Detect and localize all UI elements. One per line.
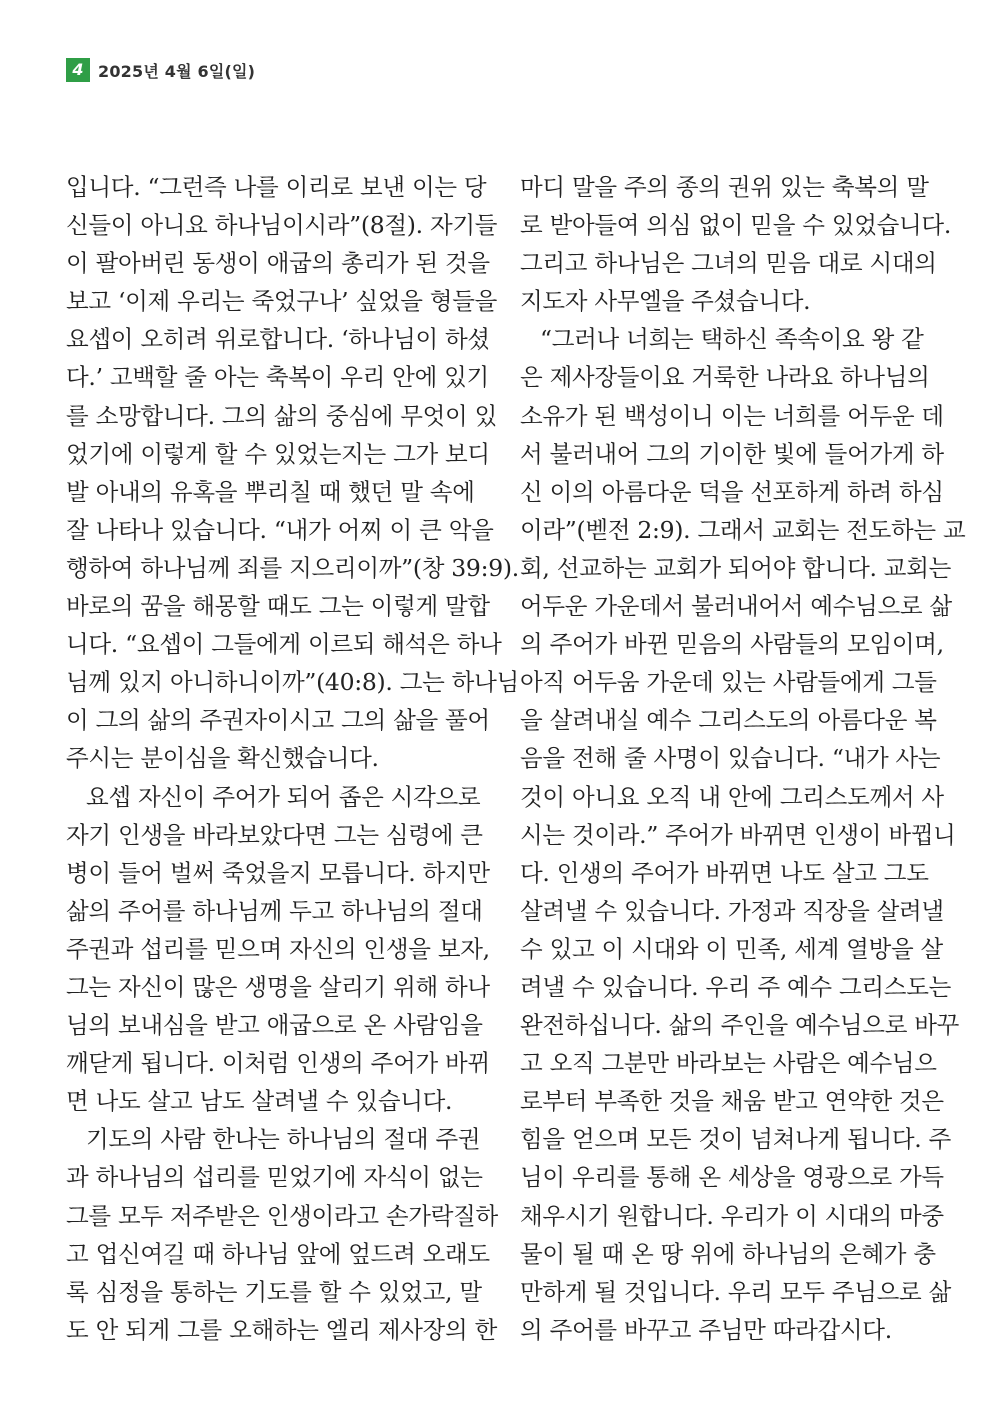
publication-date: 2025년 4월 6일(일)	[98, 61, 256, 81]
text-line: “그러나 너희는 택하신 족속이요 왕 같	[540, 325, 924, 354]
text-line: 었기에 이렇게 할 수 있었는지는 그가 보디	[66, 439, 490, 468]
text-line: 그는 자신이 많은 생명을 살리기 위해 하나	[66, 972, 490, 1001]
text-line: 음을 전해 줄 사명이 있습니다. “내가 사는	[520, 744, 941, 773]
text-line: 이라”(벧전 2:9). 그래서 교회는 전도하는 교	[520, 515, 966, 544]
text-line: 살려낼 수 있습니다. 가정과 직장을 살려낼	[520, 896, 944, 925]
text-line: 고 업신여길 때 하나님 앞에 엎드려 오래도	[66, 1239, 490, 1268]
text-line: 지도자 사무엘을 주셨습니다.	[520, 287, 811, 316]
text-line: 로 받아들여 의심 없이 믿을 수 있었습니다.	[520, 211, 952, 240]
text-line: 면 나도 살고 남도 살려낼 수 있습니다.	[66, 1087, 453, 1116]
text-line: 요셉이 오히려 위로합니다. ‘하나님이 하셨	[66, 325, 490, 354]
text-line: 어두운 가운데서 불러내어서 예수님으로 삶	[520, 592, 952, 621]
text-line: 로부터 부족한 것을 채움 받고 연약한 것은	[520, 1087, 944, 1116]
text-line: 깨닫게 됩니다. 이처럼 인생의 주어가 바뀌	[66, 1049, 490, 1078]
text-line: 그를 모두 저주받은 인생이라고 손가락질하	[66, 1201, 498, 1230]
text-line: 수 있고 이 시대와 이 민족, 세계 열방을 살	[520, 934, 943, 963]
text-line: 완전하십니다. 삶의 주인을 예수님으로 바꾸	[520, 1011, 960, 1040]
text-line: 과 하나님의 섭리를 믿었기에 자식이 없는	[66, 1163, 483, 1192]
text-line: 니다. “요셉이 그들에게 이르되 해석은 하나	[66, 630, 502, 659]
text-line: 삶의 주어를 하나님께 두고 하나님의 절대	[66, 896, 483, 925]
text-line: 다.’ 고백할 줄 아는 축복이 우리 안에 있기	[66, 363, 489, 392]
text-line: 를 소망합니다. 그의 삶의 중심에 무엇이 있	[66, 401, 498, 430]
text-line: 행하여 하나님께 죄를 지으리이까”(창 39:9).	[66, 553, 519, 582]
text-line: 소유가 된 백성이니 이는 너희를 어두운 데	[520, 401, 944, 430]
text-line: 다. 인생의 주어가 바뀌면 나도 살고 그도	[520, 858, 929, 887]
text-line: 시는 것이라.” 주어가 바뀌면 인생이 바뀝니	[520, 820, 956, 849]
text-line: 님께 있지 아니하니이까”(40:8). 그는 하나님	[66, 668, 519, 697]
text-line: 은 제사장들이요 거룩한 나라요 하나님의	[520, 363, 930, 392]
text-line: 보고 ‘이제 우리는 죽었구나’ 싶었을 형들을	[66, 287, 498, 316]
text-line: 의 주어를 바꾸고 주님만 따라갑시다.	[520, 1315, 892, 1344]
text-line: 기도의 사람 한나는 하나님의 절대 주권	[86, 1125, 481, 1154]
text-line: 만하게 될 것입니다. 우리 모두 주님으로 삶	[520, 1277, 952, 1306]
text-line: 발 아내의 유혹을 뿌리칠 때 했던 말 속에	[66, 477, 475, 506]
text-line: 려낼 수 있습니다. 우리 주 예수 그리스도는	[520, 972, 952, 1001]
text-line: 아직 어두움 가운데 있는 사람들에게 그들	[520, 668, 937, 697]
text-line: 채우시기 원합니다. 우리가 이 시대의 마중	[520, 1201, 944, 1230]
text-line: 물이 될 때 온 땅 위에 하나님의 은혜가 충	[520, 1239, 936, 1268]
text-line: 자기 인생을 바라보았다면 그는 심령에 큰	[66, 820, 483, 849]
text-line: 병이 들어 벌써 죽었을지 모릅니다. 하지만	[66, 858, 490, 887]
text-line: 것이 아니요 오직 내 안에 그리스도께서 사	[520, 782, 944, 811]
page-number-badge: 4	[66, 58, 90, 82]
text-line: 도 안 되게 그를 오해하는 엘리 제사장의 한	[66, 1315, 498, 1344]
text-line: 주시는 분이심을 확신했습니다.	[66, 744, 379, 773]
text-line: 잘 나타나 있습니다. “내가 어찌 이 큰 악을	[66, 515, 494, 544]
text-line: 바로의 꿈을 해몽할 때도 그는 이렇게 말합	[66, 592, 490, 621]
text-line: 이 그의 삶의 주권자이시고 그의 삶을 풀어	[66, 706, 490, 735]
text-line: 님이 우리를 통해 온 세상을 영광으로 가득	[520, 1163, 944, 1192]
text-line: 힘을 얻으며 모든 것이 넘쳐나게 됩니다. 주	[520, 1125, 952, 1154]
text-line: 입니다. “그런즉 나를 이리로 보낸 이는 당	[66, 173, 487, 201]
left-text-column	[66, 168, 519, 1349]
text-line: 고 오직 그분만 바라보는 사람은 예수님으	[520, 1049, 937, 1078]
text-line: 님의 보내심을 받고 애굽으로 온 사람임을	[66, 1011, 483, 1040]
text-line: 그리고 하나님은 그녀의 믿음 대로 시대의	[520, 249, 937, 278]
text-line: 록 심정을 통하는 기도를 할 수 있었고, 말	[66, 1277, 482, 1306]
right-text-column	[520, 168, 966, 1349]
text-line: 의 주어가 바뀐 믿음의 사람들의 모임이며,	[520, 630, 944, 659]
text-line: 신들이 아니요 하나님이시라”(8절). 자기들	[66, 211, 498, 240]
text-line: 서 불러내어 그의 기이한 빛에 들어가게 하	[520, 439, 944, 468]
page-header	[66, 58, 255, 82]
text-line: 요셉 자신이 주어가 되어 좁은 시각으로	[86, 782, 481, 811]
text-line: 마디 말을 주의 종의 권위 있는 축복의 말	[520, 173, 929, 201]
text-line: 신 이의 아름다운 덕을 선포하게 하려 하심	[520, 477, 944, 506]
text-line: 회, 선교하는 교회가 되어야 합니다. 교회는	[520, 553, 952, 582]
text-line: 이 팔아버린 동생이 애굽의 총리가 된 것을	[66, 249, 490, 278]
text-line: 주권과 섭리를 믿으며 자신의 인생을 보자,	[66, 934, 490, 963]
text-line: 을 살려내실 예수 그리스도의 아름다운 복	[520, 706, 937, 735]
